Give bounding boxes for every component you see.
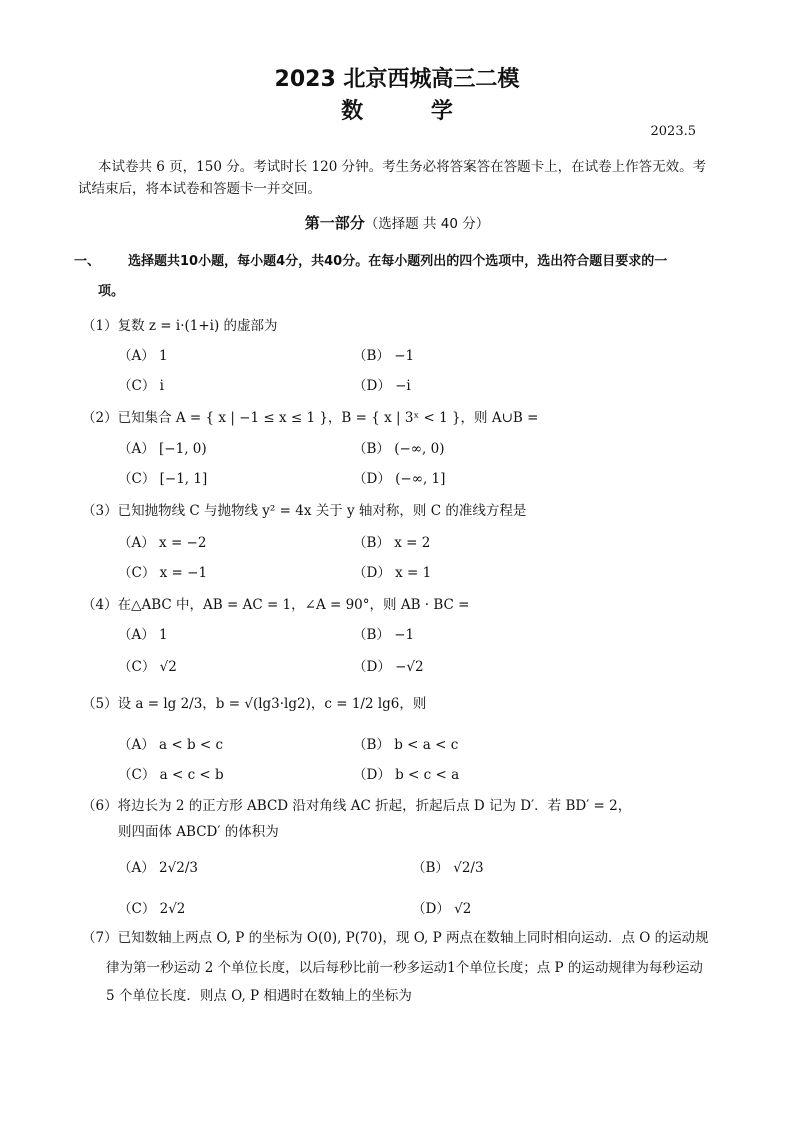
question-stem: 已知数轴上两点 O, P 的坐标为 O(0), P(70)，现 O, P 两点在数轴上同时相向运动．点 O 的运动规 bbox=[117, 930, 709, 946]
question-6-cont: 则四面体 ABCD′ 的体积为 bbox=[118, 824, 279, 840]
q2-option-c: （C） [−1, 1] bbox=[118, 471, 208, 487]
question-stem: 在△ABC 中，AB = AC = 1，∠A = 90°，则 AB · BC = bbox=[117, 597, 470, 613]
question-number: （4） bbox=[82, 597, 118, 613]
question-3 bbox=[82, 499, 526, 519]
q2-option-a: （A） [−1, 0) bbox=[118, 441, 207, 457]
q4-option-c: （C） √2 bbox=[118, 659, 177, 675]
question-number: （6） bbox=[82, 798, 118, 814]
exam-title: 2023 北京西城高三二模 bbox=[274, 67, 520, 92]
question-7-cont-2: 5 个单位长度．则点 O, P 相遇时在数轴上的坐标为 bbox=[106, 988, 412, 1004]
part-instructions: 选择题共10小题，每小题4分，共40分。在每小题列出的四个选项中，选出符合题目要求的一 bbox=[128, 254, 668, 269]
exam-date: 2023.5 bbox=[650, 124, 696, 139]
q2-option-d: （D） (−∞, 1] bbox=[353, 471, 446, 487]
question-stem: 设 a = lg 2/3，b = √(lg3·lg2)，c = 1/2 lg6，则 bbox=[117, 696, 427, 712]
section-heading bbox=[0, 212, 794, 233]
question-6 bbox=[82, 794, 631, 814]
q1-option-a: （A） 1 bbox=[118, 348, 168, 364]
q4-option-b: （B） −1 bbox=[353, 627, 415, 643]
question-7-cont-1: 律为第一秒运动 2 个单位长度，以后每秒比前一秒多运动1个单位长度；点 P 的运动规律为每秒运动 bbox=[106, 960, 703, 976]
question-4 bbox=[82, 593, 469, 613]
q6-option-a: （A） 2√2/3 bbox=[118, 860, 198, 876]
q6-option-b: （B） √2/3 bbox=[412, 860, 484, 876]
q3-option-d: （D） x = 1 bbox=[353, 565, 432, 581]
q2-option-b: （B） (−∞, 0) bbox=[353, 441, 445, 457]
q5-option-b: （B） b < a < c bbox=[353, 737, 459, 753]
q1-option-d: （D） −i bbox=[353, 378, 411, 394]
question-7 bbox=[82, 926, 709, 946]
question-2 bbox=[82, 406, 538, 426]
q6-option-d: （D） √2 bbox=[412, 901, 472, 917]
section-title: 第一部分 bbox=[304, 214, 365, 232]
part-label: 一、 bbox=[74, 254, 101, 269]
question-stem: 将边长为 2 的正方形 ABCD 沿对角线 AC 折起，折起后点 D 记为 D′．若 BD′ = 2， bbox=[117, 798, 632, 814]
question-number: （2） bbox=[82, 410, 118, 426]
q4-option-a: （A） 1 bbox=[118, 627, 168, 643]
question-stem: 已知集合 A = { x | −1 ≤ x ≤ 1 }，B = { x | 3ˣ < 1 }，则 A∪B = bbox=[117, 410, 539, 426]
q3-option-a: （A） x = −2 bbox=[118, 535, 207, 551]
section-subtitle: （选择题 共 40 分） bbox=[364, 216, 490, 232]
question-number: （5） bbox=[82, 696, 118, 712]
question-number: （7） bbox=[82, 930, 118, 946]
q5-option-c: （C） a < c < b bbox=[118, 767, 224, 783]
part-instructions-cont: 项。 bbox=[98, 284, 125, 299]
q4-option-d: （D） −√2 bbox=[353, 659, 424, 675]
question-number: （3） bbox=[82, 503, 118, 519]
exam-instructions: 本试卷共 6 页，150 分。考试时长 120 分钟。考生务必将答案答在答题卡上，在试卷上作答无效。考试结束后，将本试卷和答题卡一并交回。 bbox=[78, 159, 707, 197]
q5-option-d: （D） b < c < a bbox=[353, 767, 460, 783]
q5-option-a: （A） a < b < c bbox=[118, 737, 224, 753]
question-number: （1） bbox=[82, 318, 118, 334]
question-1 bbox=[82, 314, 278, 334]
q1-option-c: （C） i bbox=[118, 378, 164, 394]
question-stem: 已知抛物线 C 与抛物线 y² = 4x 关于 y 轴对称，则 C 的准线方程是 bbox=[117, 503, 527, 519]
exam-subject: 数 学 bbox=[341, 99, 483, 124]
q6-option-c: （C） 2√2 bbox=[118, 901, 186, 917]
q1-option-b: （B） −1 bbox=[353, 348, 415, 364]
question-5 bbox=[82, 692, 426, 712]
q3-option-c: （C） x = −1 bbox=[118, 565, 208, 581]
question-stem: 复数 z = i·(1+i) 的虚部为 bbox=[117, 318, 278, 334]
q3-option-b: （B） x = 2 bbox=[353, 535, 431, 551]
